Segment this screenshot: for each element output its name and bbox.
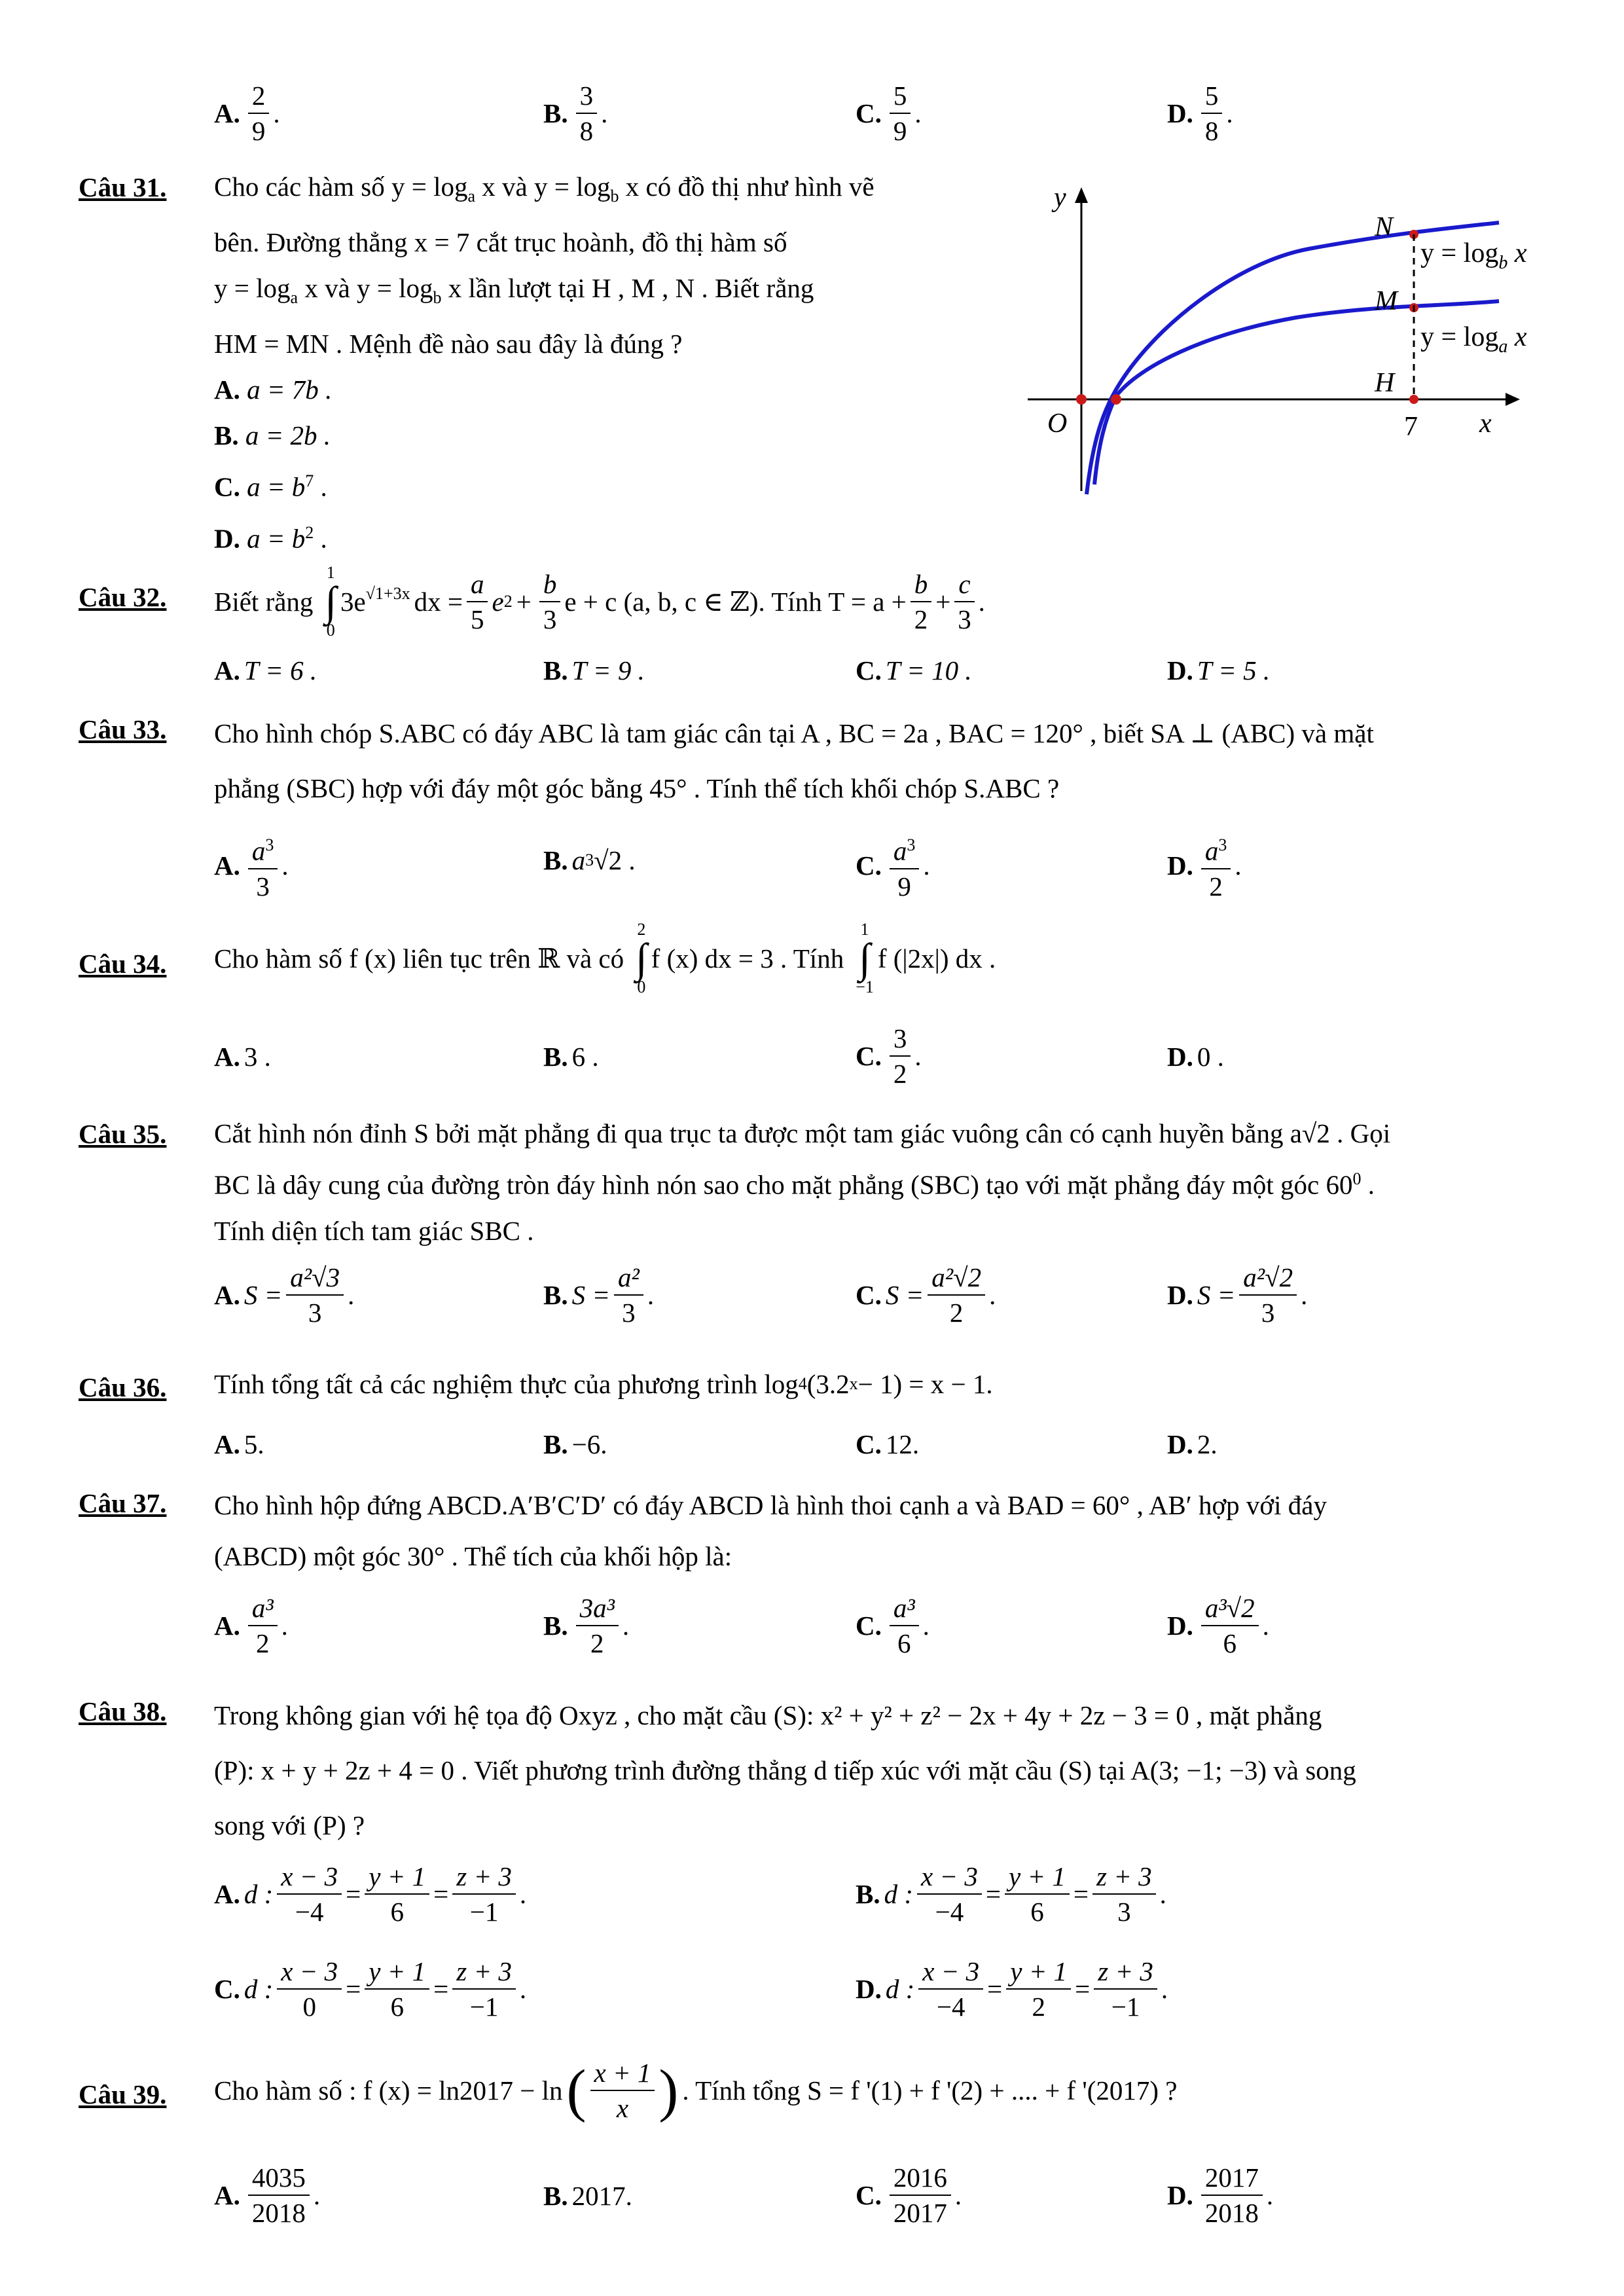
q38-option-a[interactable]: A. d : $\frac{x - 3}{-4}$ = $\frac{y + 1}{6}$ = $\frac{z + 3}{-1}$ . [214,1859,526,1929]
label-h: H [1375,368,1395,398]
point-one [1111,394,1121,405]
q35-text: Cắt hình nón đỉnh S bởi mặt phẳng đi qua trục ta được một tam giác vuông cân có cạnh huyền bằng a√2 . Gọi BC là dây cung của đường tròn đáy hình nón sao cho mặt phẳng (SBC) tạo với mặt phẳng đáy một góc $60^0$ . Tính diện tích tam giác SBC . [214,1118,1391,1246]
q31-option-c[interactable]: C. $a = b^7$ . [214,471,327,503]
q32-text: Biết rằng 1 ∫ 0 3e $^{√1+3x}$ dx = $\frac{a}{5}$ e 2 + $\frac{b}{3}$ e + c (a, b, c ∈ ℤ). Tính T = a + $\frac{b}{2}$ + $\frac{c}{3}$ . [214,563,985,640]
q38-label: Câu 38. [79,1696,167,1726]
q37-option-a[interactable]: A. $\frac{\text{a³}}{2}$ . [214,1591,288,1660]
q33-option-d[interactable]: D. $\frac{a^3}{2}$ . [1167,828,1242,903]
q37-option-d[interactable]: D. $\frac{\text{a³√2}}{6}$ . [1167,1591,1269,1660]
q35-option-a[interactable]: A. S = $\frac{\text{a²√3}}{3}$ . [214,1260,354,1330]
q39-option-c[interactable]: C. $\frac{2016}{2017}$ . [856,2160,962,2230]
q38-text: Trong không gian với hệ tọa độ Oxyz , cho mặt cầu (S): x² + y² + z² − 2x + 4y + 2z − 3 = 0 , mặt phẳng (P): x + y + 2z + 4 = 0 . Viết phương trình đường thẳng d tiếp xúc với mặt cầu (S) tại A(3; −1; −3) và song song với (P) ? [214,1700,1356,1840]
q31-text: Cho các hàm số $y = \log_a x$ và $y = \log_b x$ có đồ thị như hình vẽ bên. Đường thẳng x = 7 cắt trục hoành, đồ thị hàm số $y = \log_a x$ và $y = \log_b x$ lần lượt tại H , M , N . Biết rằng HM = MN . Mệnh đề nào sau đây là đúng ? A. a = 7b . B. a = 2b . C. $a = b^7$ . D. $a = b^2$ . [214,164,1000,562]
q36-label: Câu 36. [79,1372,167,1402]
label-log-a: $y = \log_a x$ [1420,322,1527,357]
label-n: N [1375,212,1394,242]
q34-option-b[interactable]: B. 6 . [543,1042,599,1072]
q30-option-b[interactable]: B. $\frac{3}{8}$ . [543,79,607,148]
label-x: x [1479,409,1492,439]
label-o: O [1047,409,1068,439]
q34-option-c[interactable]: C. $\frac{3}{2}$ . [856,1021,922,1091]
q37-option-c[interactable]: C. $\frac{\text{a³}}{6}$ . [856,1591,929,1660]
q33-option-a[interactable]: A. $\frac{a^3}{3}$ . [214,828,289,903]
label-7: 7 [1404,412,1418,442]
label-y: y [1054,183,1066,213]
y-axis-arrow [1075,187,1088,203]
q30-option-c[interactable]: C. $\frac{5}{9}$ . [856,79,922,148]
q32-label: Câu 32. [79,582,167,612]
q32-option-c[interactable]: C. T = 10 . [856,655,972,685]
q39-text: Cho hàm số : f (x) = ln2017 − ln ( $\frac{x + 1}{x}$ ) . Tính tổng S = f '(1) + f '(2) + .... + f '(2017) ? [214,2056,1178,2125]
q31-option-b[interactable]: B. a = 2b . [214,420,331,451]
q32-option-d[interactable]: D. T = 5 . [1167,655,1271,685]
point-origin [1076,394,1087,405]
q33-label: Câu 33. [79,714,167,744]
q31-option-a[interactable]: A. a = 7b . [214,374,333,405]
q31-graph [1021,177,1558,504]
q39-option-a[interactable]: A. $\frac{4035}{2018}$ . [214,2160,320,2230]
q39-label: Câu 39. [79,2079,167,2109]
x-axis-arrow [1506,393,1520,406]
q35-option-b[interactable]: B. S = $\frac{\text{a²}}{3}$ . [543,1260,654,1330]
q31-label: Câu 31. [79,172,167,202]
q36-option-c[interactable]: C. 12. [856,1429,920,1459]
q38-option-b[interactable]: B. d : $\frac{x - 3}{-4}$ = $\frac{y + 1}{6}$ = $\frac{z + 3}{3}$ . [856,1859,1166,1929]
q32-option-b[interactable]: B. T = 9 . [543,655,645,685]
q34-text: Cho hàm số f (x) liên tục trên ℝ và có 2 ∫ 0 f (x) dx = 3 . Tính 1 ∫ −1 f (|2x|) dx . [214,920,996,996]
q38-option-d[interactable]: D. d : $\frac{x - 3}{-4}$ = $\frac{y + 1}{2}$ = $\frac{z + 3}{-1}$ . [856,1954,1168,2024]
label-m: M [1375,286,1398,316]
q34-option-d[interactable]: D. 0 . [1167,1042,1224,1072]
q32-option-a[interactable]: A. T = 6 . [214,655,317,685]
q35-option-c[interactable]: C. S = $\frac{\text{a²√2}}{2}$ . [856,1260,996,1330]
q33-option-c[interactable]: C. $\frac{a^3}{9}$ . [856,828,930,903]
q37-text: Cho hình hộp đứng ABCD.A′B′C′D′ có đáy ABCD là hình thoi cạnh a và BAD = 60° , AB′ hợp với đáy (ABCD) một góc 30° . Thể tích của khối hộp là: [214,1490,1327,1571]
q36-option-b[interactable]: B. −6. [543,1429,607,1459]
q30-option-a[interactable]: A. $\frac{2}{9}$ . [214,79,280,148]
q39-option-d[interactable]: D. $\frac{2017}{2018}$ . [1167,2160,1273,2230]
q33-option-b[interactable]: B. a 3 √2 . [543,845,636,875]
q34-label: Câu 34. [79,949,167,979]
q30-option-d[interactable]: D. $\frac{5}{8}$ . [1167,79,1233,148]
label-log-b: $y = \log_b x$ [1420,238,1527,273]
q37-label: Câu 37. [79,1488,167,1518]
q35-option-d[interactable]: D. S = $\frac{\text{a²√2}}{3}$ . [1167,1260,1307,1330]
q36-option-d[interactable]: D. 2. [1167,1429,1218,1459]
q31-option-d[interactable]: D. $a = b^2$ . [214,523,327,554]
q39-option-b[interactable]: B. 2017. [543,2181,632,2211]
q35-label: Câu 35. [79,1119,167,1149]
q34-option-a[interactable]: A. 3 . [214,1042,271,1072]
q38-option-c[interactable]: C. d : $\frac{x - 3}{0}$ = $\frac{y + 1}{6}$ = $\frac{z + 3}{-1}$ . [214,1954,526,2024]
q36-text: Tính tổng tất cả các nghiệm thực của phương trình log 4 (3.2 x − 1) = x − 1. [214,1369,993,1399]
q37-option-b[interactable]: B. $\frac{\text{3a³}}{2}$ . [543,1591,629,1660]
q33-text: Cho hình chóp S.ABC có đáy ABC là tam giác cân tại A , BC = 2a , BAC = 120° , biết SA ⊥ (ABC) và mặt phẳng (SBC) hợp với đáy một góc bằng 45° . Tính thể tích khối chóp S.ABC ? [214,718,1374,803]
q36-option-a[interactable]: A. 5. [214,1429,264,1459]
